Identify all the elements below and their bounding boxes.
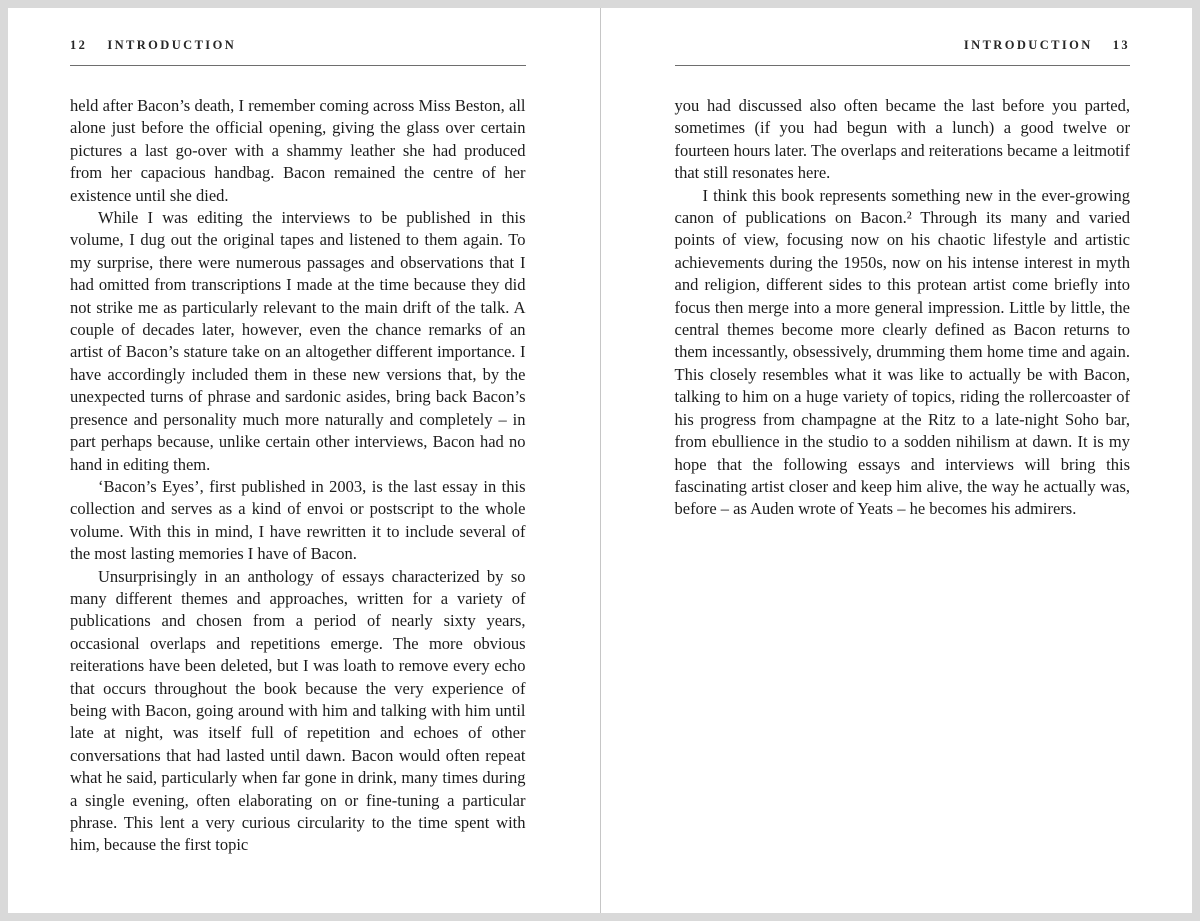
- paragraph: I think this book represents something new in the ever-growing canon of publications on Bacon.² Through its many and varied points of view, focusing now on his chaotic lifestyle and artistic achievements during the 1950s, now on his intense interest in myth and religion, different sides to this protean artist come briefly into focus then merge into a more general impression. Little by little, the central themes become more clearly defined as Bacon returns to them incessantly, obsessively, drumming them home time and again. This closely resembles what it was like to actually be with Bacon, talking to him on a huge variety of topics, riding the rollercoaster of his progress from champagne at the Ritz to a late-night Soho bar, from ebullience in the studio to a sodden nihilism at dawn. It is my hope that the following essays and interviews will bring this fascinating artist closer and keep him alive, the way he actually was, before – as Auden wrote of Yeats – he becomes his admirers.: [674, 185, 1130, 519]
- page-header-left: [70, 38, 526, 53]
- page-body-right: [675, 95, 1131, 521]
- paragraph: held after Bacon’s death, I remember coming across Miss Beston, all alone just before the official opening, giving the glass over certain pictures a last go-over with a shammy leather she had produced from her capacious handbag. Bacon remained the centre of her existence until she died.: [70, 96, 526, 205]
- page-number: 12: [70, 38, 88, 52]
- paragraph: Unsurprisingly in an anthology of essays characterized by so many different themes and approaches, written for a variety of publications and chosen from a period of nearly sixty years, occasional overlaps and repetitions emerge. The more obvious reiterations have been deleted, but I was loath to remove every echo that occurs throughout the book because the very experience of being with Bacon, going around with him and talking with him until late at night, was itself full of repetition and echoes of other conversations that had lasted until dawn. Bacon would often repeat what he said, particularly when far gone in drink, many times during a single evening, often elaborating on or fine-tuning a particular phrase. This lent a very curious circularity to the time spent with him, because the first topic: [70, 566, 526, 855]
- page-number: 13: [1112, 38, 1130, 52]
- header-rule: [675, 65, 1131, 66]
- page-header-right: [675, 38, 1131, 53]
- paragraph: ‘Bacon’s Eyes’, first published in 2003, is the last essay in this collection and serves as a kind of envoi or postscript to the whole volume. With this in mind, I have rewritten it to include several of the most lasting memories I have of Bacon.: [70, 476, 526, 564]
- page-left: [8, 8, 600, 913]
- page-right: [600, 8, 1193, 913]
- page-body-left: [70, 95, 526, 857]
- running-head: INTRODUCTION: [963, 38, 1093, 52]
- header-rule: [70, 65, 526, 66]
- paragraph: you had discussed also often became the last before you parted, sometimes (if you had begun with a lunch) a good twelve or fourteen hours later. The overlaps and reiterations became a leitmotif that still resonates here.: [674, 96, 1130, 183]
- paragraph: While I was editing the interviews to be published in this volume, I dug out the original tapes and listened to them again. To my surprise, there were numerous passages and observations that I had omitted from transcriptions I made at the time because they did not strike me as particularly relevant to the main drift of the talk. A couple of decades later, however, even the chance remarks of an artist of Bacon’s stature take on an altogether different importance. I have accordingly included them in these new versions that, by the unexpected turns of phrase and sardonic asides, bring back Bacon’s presence and personality much more naturally and completely – in part perhaps because, unlike certain other interviews, Bacon had no hand in editing them.: [70, 208, 526, 474]
- running-head: INTRODUCTION: [107, 38, 237, 52]
